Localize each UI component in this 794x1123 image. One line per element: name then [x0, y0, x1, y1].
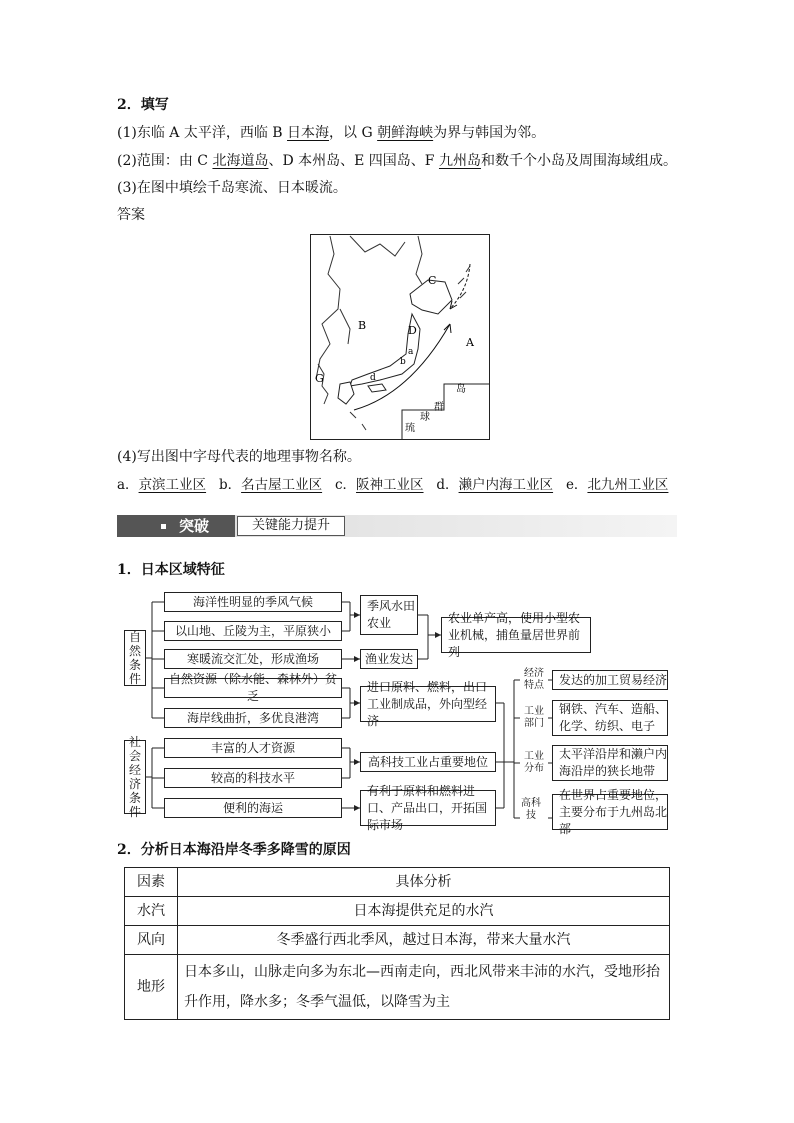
map-label-ryukyu-3: 群: [434, 402, 444, 413]
answer-label: 答案: [117, 207, 145, 223]
mid-item-economy: 进口原料、燃料，出口工业制成品，外向型经济: [360, 686, 496, 722]
map-label-ryukyu-4: 岛: [456, 384, 466, 395]
banner-subtitle: 关键能力提升: [237, 516, 345, 536]
text-segment: (2)范围：由 C: [117, 153, 213, 169]
mid-item-hightech: 高科技工业占重要地位: [360, 752, 496, 772]
answer-text: 名古屋工业区: [241, 477, 323, 493]
question-line-3: (3)在图中填绘千岛寒流、日本暖流。: [117, 180, 347, 196]
map-label-C: C: [428, 274, 437, 287]
table-cell-analysis: 日本多山，山脉走向多为东北—西南走向，西北风带来丰沛的水汽，受地形抬升作用，降水多；冬季气温低，以降雪为主: [178, 955, 670, 1020]
table-row: [125, 926, 670, 955]
answer-text: 北九州工业区: [587, 477, 669, 493]
map-label-B: B: [358, 319, 367, 332]
answer-prefix: b．: [218, 477, 242, 493]
answer-prefix: d．: [436, 477, 459, 493]
text-segment: ，以 G: [329, 125, 378, 141]
analysis-table: [124, 867, 670, 1020]
map-label-D: D: [408, 324, 417, 337]
map-label-a: a: [408, 347, 414, 357]
table-header-cell: 因素: [125, 868, 178, 897]
table-row: [125, 897, 670, 926]
part2-heading: 2．分析日本海沿岸冬季多降雪的原因: [117, 842, 351, 858]
answer-prefix: e．: [565, 477, 588, 493]
section-heading: 2．填写: [117, 97, 169, 113]
natural-item: 海洋性明显的季风气候: [164, 592, 342, 612]
table-cell-factor: 风向: [125, 926, 178, 955]
map-label-ryukyu-2: 球: [420, 412, 430, 423]
table-header-cell: 具体分析: [178, 868, 670, 897]
map-label-d: d: [370, 373, 376, 383]
social-item: 便利的海运: [164, 798, 342, 818]
table-cell-analysis: 日本海提供充足的水汽: [178, 897, 670, 926]
text-segment: 为界与韩国为邻。: [433, 125, 546, 141]
answer-text: 日本海: [287, 125, 330, 141]
right-item-industry-distribution: 太平洋沿岸和濑户内海沿岸的狭长地带: [552, 745, 668, 781]
map-label-G: G: [315, 372, 324, 385]
map-label-b: b: [400, 357, 406, 367]
banner-title: 突破: [179, 517, 210, 535]
text-segment: 和数千个小岛及周围海域组成。: [480, 153, 677, 169]
table-cell-analysis: 冬季盛行西北季风，越过日本海，带来大量水汽: [178, 926, 670, 955]
group-social-conditions: 社会经济条件: [124, 740, 146, 814]
answer-text: 九州岛: [438, 153, 481, 169]
right-item-industry-sector: 钢铁、汽车、造船、化学、纺织、电子: [552, 700, 668, 736]
right-item-hightech: 在世界占重要地位，主要分布于九州岛北部: [552, 794, 668, 830]
table-cell-factor: 地形: [125, 955, 178, 1020]
social-item: 较高的科技水平: [164, 768, 342, 788]
right-item-economic-feature: 发达的加工贸易经济: [552, 670, 668, 690]
text-segment: (1)东临 A 太平洋，西临 B: [117, 125, 288, 141]
answer-text: 北海道岛: [212, 153, 269, 169]
natural-item: 海岸线曲折，多优良港湾: [164, 708, 342, 728]
label-hightech: 高科技: [521, 798, 541, 821]
answer-text: 京滨工业区: [138, 477, 207, 493]
answer-text: 朝鲜海峡: [377, 125, 434, 141]
agriculture-result: 农业单产高，使用小型农业机械，捕鱼量居世界前列: [441, 617, 591, 653]
answer-prefix: a．: [117, 477, 139, 493]
table-cell-factor: 水汽: [125, 897, 178, 926]
natural-item: 寒暖流交汇处，形成渔场: [164, 649, 342, 669]
label-industry-distribution: 工业分布: [524, 751, 544, 774]
mid-item-shipping: 有利于原料和燃料进口、产品出口，开拓国际市场: [360, 790, 496, 826]
text-segment: 、D 本州岛、E 四国岛、F: [268, 153, 439, 169]
mid-item-agriculture: 季风水田农业: [360, 595, 418, 635]
answer-text: 濑户内海工业区: [458, 477, 554, 493]
group-natural-conditions: 自然条件: [124, 630, 146, 686]
part1-heading: 1．日本区域特征: [117, 562, 225, 578]
table-row: [125, 955, 670, 1020]
label-industry-sector: 工业部门: [524, 706, 544, 729]
map-label-ryukyu-1: 琉: [405, 423, 415, 434]
social-item: 丰富的人才资源: [164, 738, 342, 758]
label-economic-feature: 经济特点: [524, 668, 544, 691]
answer-prefix: c．: [334, 477, 357, 493]
natural-item: 以山地、丘陵为主，平原狭小: [164, 621, 342, 641]
natural-item: 自然资源（除水能、森林外）贫乏: [164, 678, 342, 698]
answer-text: 阪神工业区: [356, 477, 424, 493]
map-label-A: A: [466, 336, 474, 349]
mid-item-fishery: 渔业发达: [360, 649, 418, 669]
question-line-4: (4)写出图中字母代表的地理事物名称。: [117, 449, 361, 465]
table-header-row: [125, 868, 670, 897]
